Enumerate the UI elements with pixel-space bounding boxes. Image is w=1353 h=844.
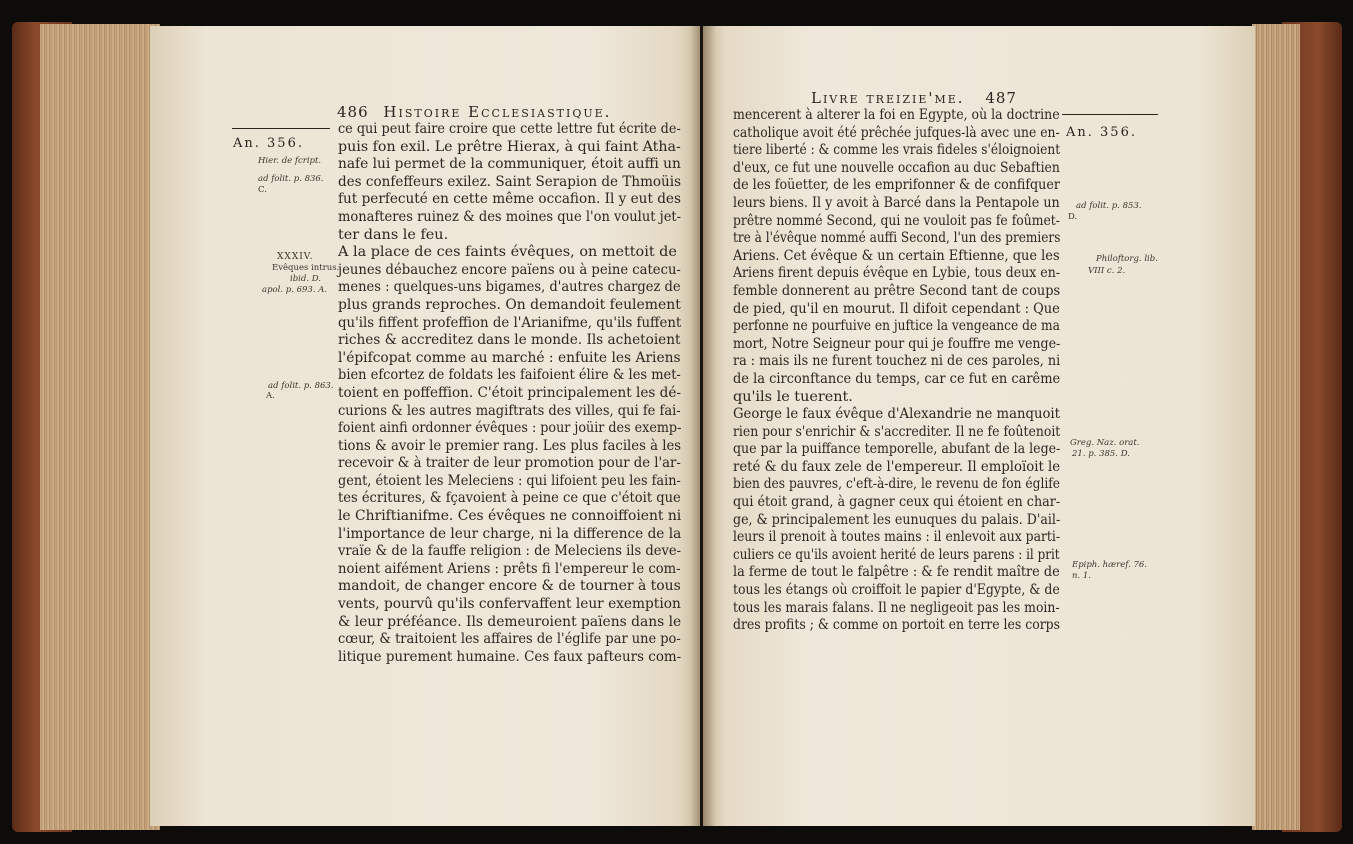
left-margin-note: Hier. de fcript.: [258, 156, 322, 166]
text-line: George le faux évêque d'Alexandrie ne manquoit: [733, 406, 1060, 423]
text-line: monafteres ruinez & des moines que l'on voulut jet-: [338, 208, 682, 225]
right-margin-note: n. 1.: [1072, 571, 1091, 581]
left-page-edges: [40, 24, 160, 830]
text-line: bien efcortez de foldats les faifoient élire & les met-: [338, 367, 681, 384]
left-margin-note: ad folit. p. 863.: [268, 381, 334, 391]
text-line: plus grands reproches. On demandoit feulement: [338, 296, 681, 313]
text-line: tions & avoir le premier rang. Les plus faciles à les: [338, 437, 682, 454]
text-line: menes : quelques-uns bigames, d'autres chargez de: [338, 279, 681, 296]
left-section-number: XXXIV.: [277, 252, 314, 262]
text-line: qu'ils le tuerent.: [733, 388, 853, 405]
text-line: recevoir & à traiter de leur promotion pour de l'ar-: [338, 455, 681, 472]
text-line: l'importance de leur charge, ni la difference de la: [338, 525, 682, 542]
text-line: qui étoit grand, à gagner ceux qui étoient en char-: [733, 494, 1061, 511]
text-line: ge, & principalement les eunuques du palais. D'ail-: [733, 511, 1061, 528]
text-line: tes écritures, & fçavoient à peine ce que c'étoit que: [338, 490, 681, 507]
text-line: gent, étoient les Meleciens : qui lifoient peu les fain-: [338, 472, 681, 489]
text-line: l'épifcopat comme au marché : enfuite les Ariens: [338, 349, 681, 366]
text-line: vraïe & de la fauffe religion : de Meleciens ils deve-: [338, 543, 682, 560]
text-line: Ariens firent depuis évêque en Lybie, tous deux en-: [733, 265, 1061, 282]
left-page-number: 486: [337, 103, 369, 121]
right-margin-note: VIII c. 2.: [1088, 266, 1126, 276]
text-line: noient aifément Ariens : prêts fi l'empereur le com-: [338, 560, 681, 577]
text-line: ter dans le feu.: [338, 226, 449, 243]
text-line: mort, Notre Seigneur pour qui je fouffre me venge-: [733, 335, 1061, 352]
left-margin-note: A.: [266, 391, 275, 401]
left-margin-note: ibid. D.: [290, 274, 321, 284]
text-line: femble donnerent au prêtre Second tant de coups: [733, 282, 1061, 299]
right-margin-note: Epiph. hæref. 76.: [1072, 560, 1148, 570]
text-line: leurs biens. Il y avoit à Barcé dans la Pentapole un: [733, 194, 1060, 211]
text-line: le Chriftianifme. Ces évêques ne connoiffoient ni: [338, 508, 682, 525]
text-line: que par la puiffance temporelle, abufant de la lege-: [733, 441, 1061, 458]
text-line: toient en poffeffion. C'étoit principalement les dé-: [338, 384, 681, 401]
left-margin-note: ad folit. p. 836.: [258, 174, 324, 184]
left-running-header: [337, 103, 611, 121]
right-running-head: Livre treizie'me.: [811, 89, 965, 107]
text-line: d'eux, ce fut une nouvelle occafion au duc Sebaftien: [733, 159, 1060, 176]
text-line: litique purement humaine. Ces faux pafteurs com-: [338, 648, 682, 665]
text-line: puis fon exil. Le prêtre Hierax, à qui faint Atha-: [338, 138, 681, 155]
text-line: tous les marais falans. Il ne negligeoit pas les moin-: [733, 599, 1060, 616]
text-line: la ferme de tout le falpêtre : & fe rendit maître de: [733, 564, 1060, 581]
text-line: qu'ils fiffent profeffion de l'Arianifme, qu'ils fuffent: [338, 314, 682, 331]
right-running-header: [811, 89, 1017, 107]
text-line: fut perfecuté en cette même occafion. Il y eut des: [338, 191, 681, 208]
text-line: foient ainfi ordonner évêques : pour joüir des exemp-: [338, 420, 682, 437]
text-line: perfonne ne pourfuive en juftice la vengeance de ma: [733, 318, 1060, 335]
left-running-head: Histoire Ecclesiastique.: [383, 103, 612, 121]
right-margin-note: Philoftorg. lib.: [1096, 254, 1158, 264]
text-line: bien des pauvres, c'eft-à-dire, le revenu de fon églife: [733, 476, 1061, 493]
left-margin-rule: [232, 128, 330, 129]
text-line: curions & les autres magiftrats des villes, qui fe fai-: [338, 402, 681, 419]
text-line: Ariens. Cet évêque & un certain Eftienne, que les: [733, 247, 1060, 264]
right-page-number: 487: [985, 89, 1017, 107]
text-line: rien pour s'enrichir & s'accrediter. Il ne fe foûtenoit: [733, 423, 1061, 440]
right-page-edges: [1252, 24, 1300, 830]
book-gutter: [690, 26, 716, 826]
text-line: tiere liberté : & comme les vrais fideles s'éloignoient: [733, 142, 1061, 159]
text-line: vents, pourvû qu'ils confervaffent leur exemption: [338, 596, 681, 613]
text-line: ra : mais ils ne furent touchez ni de ces paroles, ni: [733, 353, 1061, 370]
right-margin-year: An. 356.: [1066, 125, 1137, 140]
right-margin-note: ad folit. p. 853.: [1076, 201, 1142, 211]
text-line: nafe lui permet de la communiquer, étoit auffi un: [338, 156, 681, 173]
left-margin-year: An. 356.: [233, 136, 304, 151]
text-line: riches & accreditez dans le monde. Ils achetoient: [338, 332, 681, 349]
left-section-title: Evêques intrus.: [272, 263, 340, 273]
text-line: de pied, qu'il en mourut. Il difoit cependant : Que: [733, 300, 1060, 317]
text-line: reté & du faux zele de l'empereur. Il emploïoit le: [733, 458, 1061, 475]
right-margin-note: D.: [1068, 212, 1078, 222]
text-line: ce qui peut faire croire que cette lettre fut écrite de-: [338, 121, 681, 137]
text-line: mencerent à alterer la foi en Egypte, où la doctrine: [733, 107, 1060, 123]
text-line: dres profits ; & comme on portoit en terre les corps: [733, 617, 1061, 634]
text-line: culiers ce qu'ils avoient herité de leurs parens : il prit: [733, 546, 1060, 563]
text-line: prêtre nommé Second, qui ne vouloit pas fe foûmet-: [733, 212, 1060, 229]
left-body-text: [338, 121, 681, 666]
text-line: de la circonftance du temps, car ce fut en carême: [733, 370, 1061, 387]
text-line: & leur préféance. Ils demeuroient païens dans le: [338, 613, 682, 630]
text-line: de les foüetter, de les emprifonner & de confifquer: [733, 177, 1060, 194]
text-line: mandoit, de changer encore & de tourner à tous: [338, 578, 681, 595]
text-line: leurs il prenoit à toutes mains : il enlevoit aux parti-: [733, 529, 1061, 546]
right-margin-rule: [1062, 114, 1158, 115]
right-body-text: [733, 107, 1060, 635]
right-margin-note: 21. p. 385. D.: [1072, 449, 1130, 459]
text-line: A la place de ces faints évêques, on mettoit de: [338, 244, 677, 261]
text-line: tre à l'évêque nommé auffi Second, l'un des premiers: [733, 230, 1061, 247]
text-line: cœur, & traitoient les affaires de l'églife par une po-: [338, 631, 681, 648]
text-line: catholique avoit été prêchée jufques-là avec une en-: [733, 124, 1060, 141]
text-line: tous les étangs où croiffoit le papier d'Egypte, & de: [733, 582, 1060, 599]
left-margin-note: C.: [258, 185, 267, 195]
text-line: des confeffeurs exilez. Saint Serapion de Thmoüis: [338, 173, 682, 190]
right-margin-note: Greg. Naz. orat.: [1070, 438, 1140, 448]
text-line: jeunes débauchez encore païens ou à peine catecu-: [338, 261, 681, 278]
left-margin-note: apol. p. 693. A.: [262, 285, 328, 295]
